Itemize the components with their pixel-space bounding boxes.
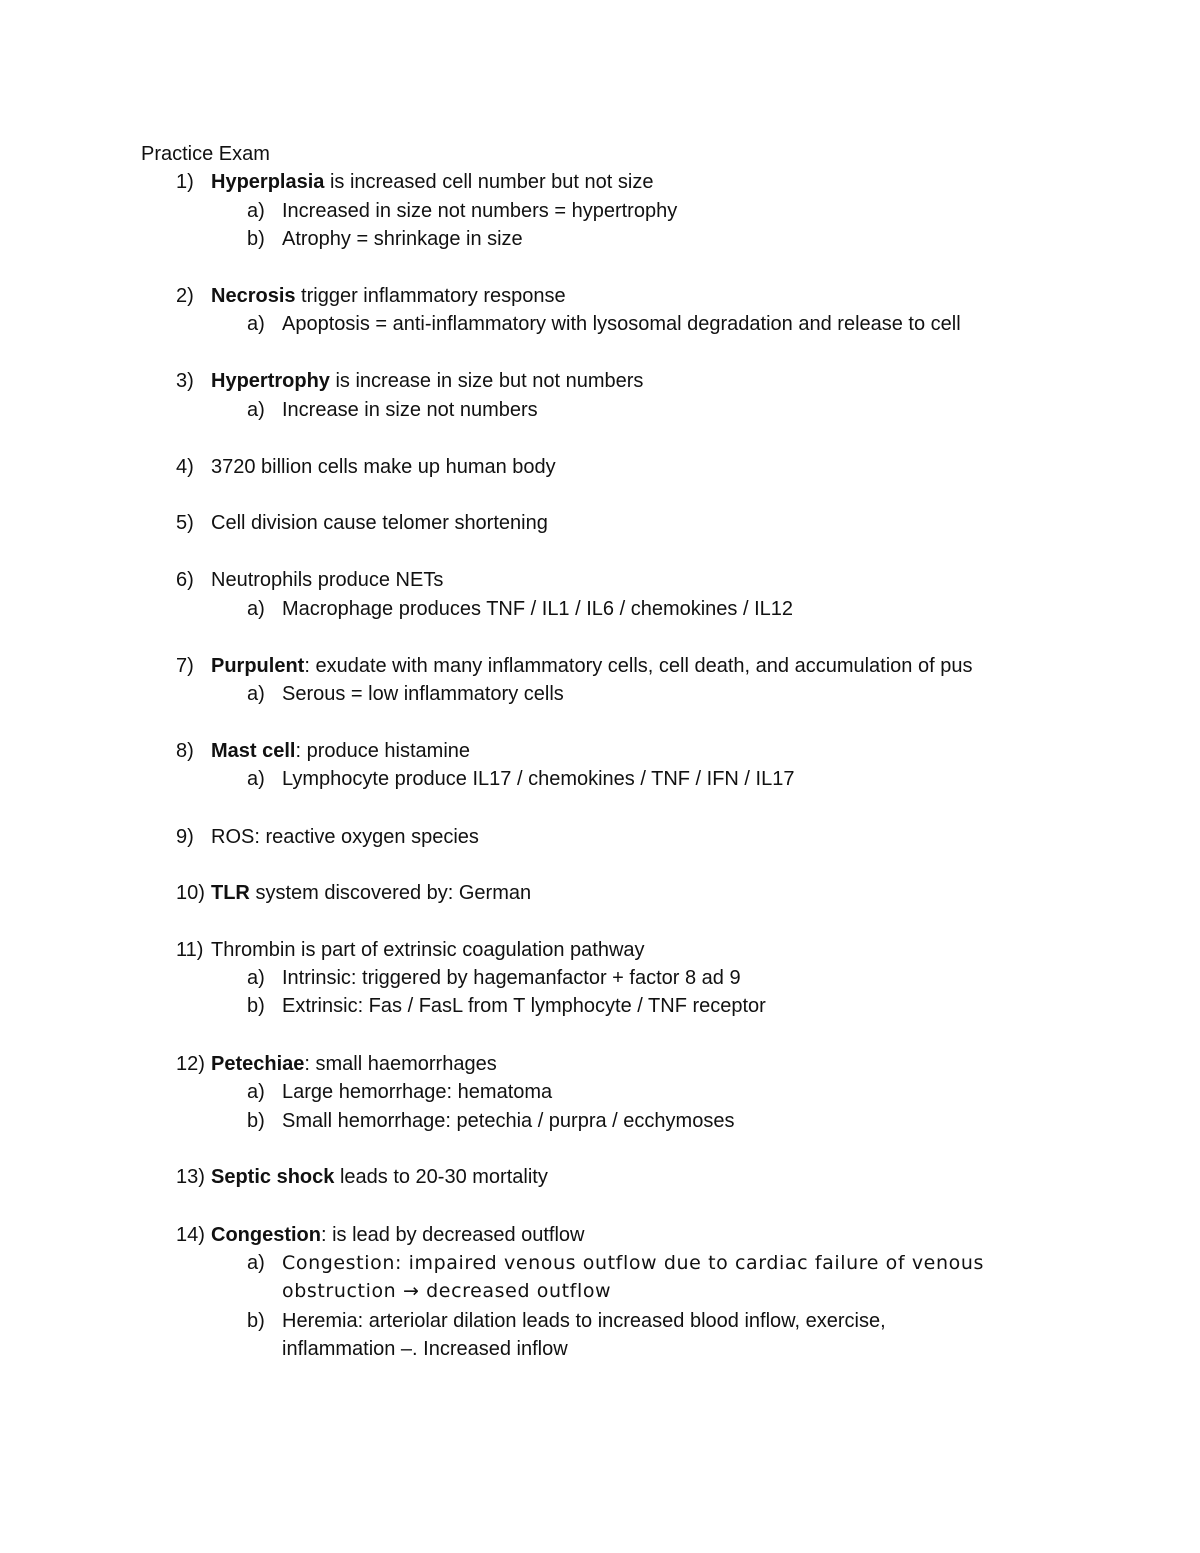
item-text [211, 1221, 585, 1249]
sub-item-text: Serous = low inflammatory cells [282, 683, 564, 705]
item-rest: : exudate with many inflammatory cells, cell death, and accumulation of pus [304, 655, 973, 677]
document-title: Practice Exam [141, 143, 270, 165]
item-rest: : small haemorrhages [304, 1053, 497, 1075]
item-text: Cell division cause telomer shortening [211, 512, 548, 534]
item-rest: is increased cell number but not size [324, 171, 654, 193]
sub-item-text: Small hemorrhage: petechia / purpra / ecchymoses [282, 1110, 735, 1132]
item-rest: is increase in size but not numbers [329, 370, 644, 392]
sub-item-text: Lymphocyte produce IL17 / chemokines / TNF / IFN / IL17 [282, 768, 795, 790]
item-text [211, 168, 653, 196]
item-number: 5) [176, 512, 194, 534]
item-text [211, 879, 531, 907]
sub-item-marker: a) [247, 683, 265, 705]
item-term: Petechiae [211, 1053, 305, 1075]
item-term: Necrosis [211, 285, 296, 307]
item-text: ROS: reactive oxygen species [211, 826, 479, 848]
item-number: 14) [176, 1224, 205, 1246]
sub-item-marker: b) [247, 1110, 265, 1132]
sub-item-marker: a) [247, 1081, 265, 1103]
sub-item-text: Large hemorrhage: hematoma [282, 1081, 553, 1103]
sub-item-text: Apoptosis = anti-inflammatory with lysosomal degradation and release to cell [282, 313, 961, 335]
item-rest: : is lead by decreased outflow [321, 1224, 585, 1246]
item-term: Mast cell [211, 740, 296, 762]
sub-item-marker: a) [247, 768, 265, 790]
sub-item-text: Increase in size not numbers [282, 399, 538, 421]
item-number: 10) [176, 882, 205, 904]
item-text: Neutrophils produce NETs [211, 569, 444, 591]
item-rest: leads to 20-30 mortality [334, 1166, 548, 1188]
sub-item-marker: a) [247, 967, 265, 989]
item-text: Thrombin is part of extrinsic coagulation pathway [211, 939, 645, 961]
sub-item-marker: b) [247, 995, 265, 1017]
item-number: 3) [176, 370, 194, 392]
sub-item-marker: a) [247, 313, 265, 335]
item-number: 13) [176, 1166, 205, 1188]
item-term: Purpulent [211, 655, 305, 677]
item-text [211, 737, 470, 765]
item-term: TLR [211, 882, 250, 904]
item-number: 11) [176, 939, 204, 961]
sub-item-text: Heremia: arteriolar dilation leads to increased blood inflow, exercise, inflammation –. Increased inflow [282, 1310, 886, 1360]
item-term: Hyperplasia [211, 171, 325, 193]
item-text: 3720 billion cells make up human body [211, 456, 556, 478]
item-rest: trigger inflammatory response [295, 285, 566, 307]
item-rest: : produce histamine [295, 740, 471, 762]
sub-item-text: Intrinsic: triggered by hagemanfactor + factor 8 ad 9 [282, 967, 741, 989]
item-number: 2) [176, 285, 194, 307]
item-number: 4) [176, 456, 194, 478]
sub-item-text: Extrinsic: Fas / FasL from T lymphocyte / TNF receptor [282, 995, 766, 1017]
sub-item-marker: a) [247, 598, 265, 620]
sub-item-marker: b) [247, 1310, 265, 1332]
item-term: Congestion [211, 1224, 321, 1246]
item-number: 7) [176, 655, 194, 677]
item-term: Septic shock [211, 1166, 335, 1188]
item-text [211, 1163, 548, 1191]
sub-item-marker: a) [247, 399, 265, 421]
item-term: Hypertrophy [211, 370, 330, 392]
item-number: 8) [176, 740, 194, 762]
item-rest: system discovered by: German [249, 882, 532, 904]
item-text [211, 652, 972, 680]
item-number: 6) [176, 569, 194, 591]
sub-item-marker: b) [247, 228, 265, 250]
sub-item-marker: a) [247, 200, 265, 222]
item-text [211, 1050, 497, 1078]
sub-item-text: Increased in size not numbers = hypertrophy [282, 200, 678, 222]
item-text [211, 367, 643, 395]
item-number: 9) [176, 826, 194, 848]
sub-item-text: Atrophy = shrinkage in size [282, 228, 523, 250]
sub-item-text: Macrophage produces TNF / IL1 / IL6 / chemokines / IL12 [282, 598, 794, 620]
sub-item-marker: a) [247, 1252, 265, 1274]
sub-item-text: Congestion: impaired venous outflow due to cardiac failure of venous obstruction → decreased outflow [282, 1252, 984, 1302]
item-text [211, 282, 566, 310]
item-number: 12) [176, 1053, 205, 1075]
item-number: 1) [176, 171, 194, 193]
